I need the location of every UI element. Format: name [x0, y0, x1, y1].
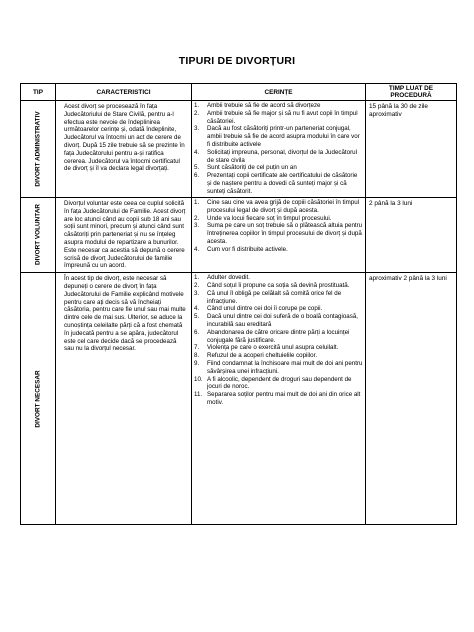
list-item-number: 2. [194, 214, 200, 222]
list-item-text: Ambii trebuie să fie de acord să divorțeze [207, 102, 321, 109]
list-item-number: 7. [194, 344, 200, 352]
list-item-text: Când unul dintre cei doi îi corupe pe copii. [207, 305, 323, 313]
cerinte-list [194, 274, 363, 407]
list-item [194, 376, 363, 392]
list-item [194, 290, 363, 306]
caracteristici-cell: Acest divorț se procesează în fața Judecătoriului de Stare Civilă, pentru a-l efectua este nevoie de îndeplinirea următoarelor cerințe și, odată îndeplinite, Judecătorul va întocmi un act de cerere de divorț. După 15 zile trebuie să se prezinte în fața Judecătorului pentru a-și ratifica cererea. Judecătorul va întocmi certificatul de divorț și îl va declara legal divorțați. [56, 101, 192, 198]
list-item [194, 215, 363, 223]
tip-cell [21, 273, 56, 525]
list-item-text: A fi alcoolic, dependent de droguri sau dependent de jocuri de noroc. [207, 375, 352, 391]
list-item [194, 391, 363, 407]
list-item [194, 313, 363, 329]
list-item-text: Separarea soților pentru mai mult de doi ani din orice alt motiv. [207, 391, 361, 406]
tip-label: DIVORT NECESAR [34, 370, 42, 428]
header-caracteristici: CARACTERISTICI [56, 84, 192, 101]
list-item-text: Suma pe care un soț trebuie să o plătească altuia pentru întreținerea copiilor în timpul procesului de divorț și după acesta. [207, 222, 363, 245]
list-item-number: 5. [194, 313, 200, 321]
list-item-text: Ambii trebuie să fie major și să nu fi avut copii în timpul căsătoriei. [207, 109, 358, 125]
list-item-text: Unde va locui fiecare soț în timpul procesului. [207, 214, 332, 222]
list-item [194, 274, 363, 282]
list-item-number: 5. [194, 164, 200, 172]
list-item [194, 149, 363, 165]
list-item-number: 4. [194, 148, 200, 156]
list-item-number: 8. [194, 352, 200, 360]
divorce-types-table [20, 83, 457, 525]
list-item-text: Dacă unul dintre cei doi suferă de o boală contagioasă, incurabilă sau ereditară [207, 313, 359, 328]
timp-cell: 2 până la 3 luni [366, 198, 457, 273]
list-item [194, 110, 363, 126]
list-item [194, 352, 363, 360]
list-item-text: Abandonarea de către oricare dintre părți a locuinței conjugale fără justificare. [207, 328, 350, 344]
list-item-number: 4. [194, 245, 200, 253]
cerinte-cell [192, 273, 366, 525]
tip-label: DIVORT ADMINISTRATIV [34, 111, 42, 187]
timp-cell: 15 până la 30 de zile aproximativ [366, 101, 457, 198]
list-item [194, 282, 363, 290]
list-item [194, 222, 363, 245]
tip-cell [21, 198, 56, 273]
list-item [194, 164, 363, 172]
list-item [194, 360, 363, 376]
list-item [194, 102, 363, 110]
list-item [194, 125, 363, 148]
header-timp: TIMP LUAT DE PROCEDURĂ [366, 84, 457, 101]
list-item-text: Când soțul îi propune ca soția să devină prostituată. [207, 281, 350, 289]
list-item-number: 4. [194, 305, 200, 313]
list-item-number: 11. [194, 391, 203, 399]
list-item-text: Cine sau cine va avea grijă de copiii căsătoriei în timpul procesului legal de divorț și după acesta. [207, 199, 360, 214]
list-item-number: 3. [194, 289, 200, 297]
page-title: TIPURI DE DIVORȚURI [178, 55, 296, 67]
caracteristici-cell: Divorțul voluntar este ceea ce cuplul solicită în fața Judecătorului de Familie. Acest divorț are loc atunci când au copii sub 18 ani sau soții sunt minori, precum și atunci când sunt căsătoriți prin parteneriat și nu se înțeleg asupra modului de repartizare a bunurilor. Este necesar ca acestia să depună o cerere scrisă de divorț Judecătorului de familie împreună cu un acord. [56, 198, 192, 273]
timp-cell: aproximativ 2 până la 3 luni [366, 273, 457, 525]
list-item-text: Cum vor fi distribuite activele. [207, 245, 288, 253]
list-item-text: Adulter dovedit. [207, 274, 250, 282]
list-item-text: Prezentați copii certificate ale certificatului de căsătorie și de naștere pentru a dovedi că sunteți major și că sunteți căsătorit. [207, 172, 358, 195]
list-item-number: 3. [194, 125, 200, 133]
list-item-number: 9. [194, 359, 200, 367]
list-item [194, 344, 363, 352]
list-item-text: Că unul îl obligă pe celălalt să comită orice fel de infracțiune. [207, 289, 342, 305]
table-header-row [21, 84, 457, 101]
list-item-text: Sunt căsătoriți de cel puțin un an [207, 164, 297, 172]
table-row [21, 198, 457, 273]
list-item-number: 3. [194, 222, 200, 230]
cerinte-list [194, 102, 363, 196]
list-item-number: 2. [194, 109, 200, 117]
list-item-text: Fiind condamnat la închisoare mai mult de doi ani pentru săvârșirea unei infracțiuni. [207, 359, 363, 375]
list-item-number: 2. [194, 281, 200, 289]
cerinte-cell [192, 101, 366, 198]
header-cerinte: CERINȚE [192, 84, 366, 101]
list-item [194, 246, 363, 254]
list-item [194, 172, 363, 195]
list-item-number: 6. [194, 328, 200, 336]
list-item-number: 6. [194, 172, 200, 180]
caracteristici-cell: În acest tip de divorț, este necesar să depuneți o cerere de divorț în fața Judecătorului de Familie explicând motivele pentru care ați decis să vă încheiați căsătoria, pentru care fie unul sau mai multe dintre cele de mai sus. Ulterior, se aduce la cunoștința celeilalte părți că a fost chemată în judecată pentru a se apăra, judecătorul este cel care decide dacă se procedează sau nu la divorțul necesar. [56, 273, 192, 525]
list-item [194, 329, 363, 345]
list-item-number: 10. [194, 375, 203, 383]
cerinte-cell [192, 198, 366, 273]
list-item-text: Refuzul de a acoperi cheltuielile copiilor. [207, 352, 318, 360]
list-item [194, 199, 363, 215]
table-row [21, 101, 457, 198]
header-tip: TIP [21, 84, 56, 101]
list-item-text: Violența pe care o exercită unul asupra celuilalt. [207, 344, 339, 352]
list-item-text: Dacă au fost căsătoriți printr-un parteneriat conjugal, ambii trebuie să fie de acord asupra modului în care vor fi distribuite activele [207, 125, 360, 148]
tip-cell [21, 101, 56, 198]
list-item-number: 1. [194, 274, 200, 282]
list-item-number: 1. [194, 102, 200, 109]
table-row [21, 273, 457, 525]
tip-label: DIVORT VOLUNTAR [34, 204, 42, 266]
cerinte-list [194, 199, 363, 254]
list-item-number: 1. [194, 199, 200, 206]
list-item [194, 305, 363, 313]
list-item-text: Solicitați impreuna, personal, divorțul de la Judecătorul de stare civila [207, 148, 357, 164]
